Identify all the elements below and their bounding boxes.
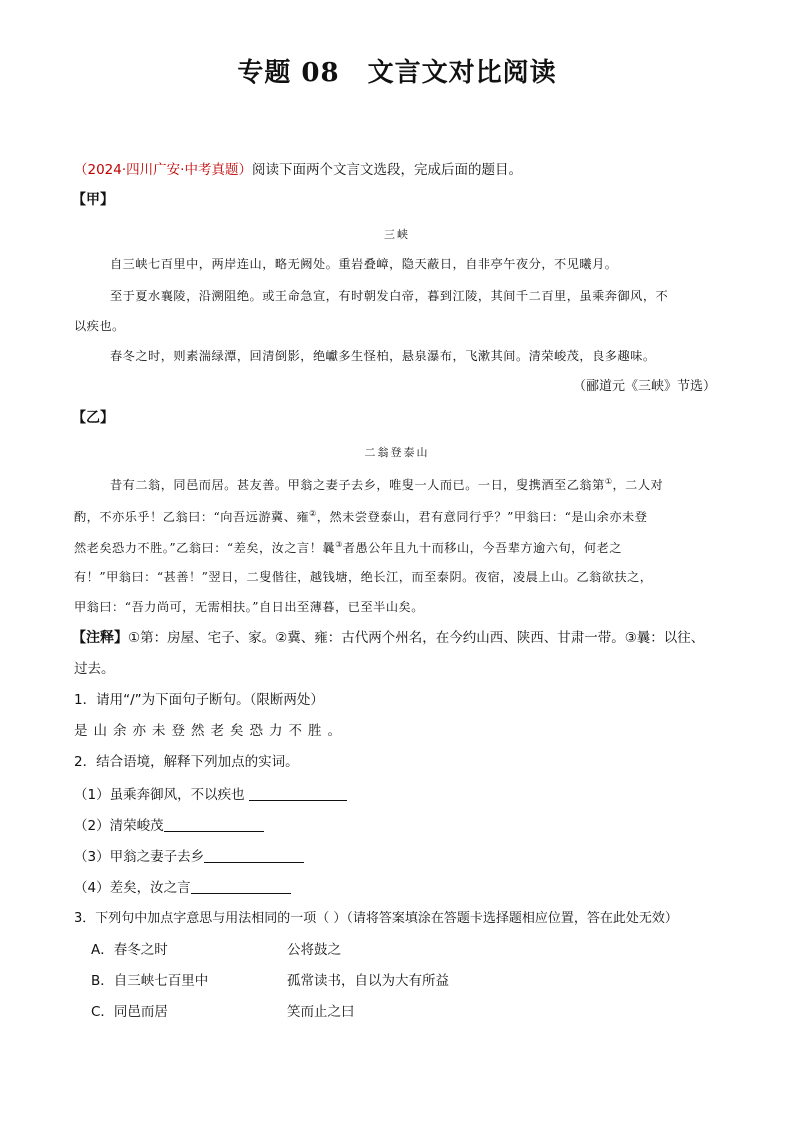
title-topic-name: 文言文对比阅读 <box>367 58 557 88</box>
note-mark-2: ② <box>309 509 317 518</box>
note-mark-3: ③ <box>335 540 343 549</box>
passage-b-text: 酌，不亦乐乎！乙翁曰：“向吾远游冀、雍 <box>74 510 310 524</box>
passage-a-line: 至于夏水襄陵，沿溯阻绝。或王命急宣，有时朝发白帝，暮到江陵，其间千二百里，虽乘奔御风，不 <box>110 289 669 303</box>
passage-b-text: 然老矣恐力不胜。”乙翁曰：“差矣，汝之言！曩 <box>74 541 336 555</box>
question-3-prompt: 3．下列句中加点字意思与用法相同的一项（ ）（请将答案填涂在答题卡选择题相应位置，答在此处无效） <box>74 911 678 926</box>
passage-a-line: 自三峡七百里中，两岸连山，略无阙处。重岩叠嶂，隐天蔽日，自非亭午夜分，不见曦月。 <box>110 257 618 271</box>
intro-line <box>74 161 522 179</box>
question-2-item <box>74 879 291 897</box>
question-2-item <box>74 817 264 835</box>
passage-b-text: 者愚公年且九十而移山，今吾辈方逾六旬，何老之 <box>342 541 622 555</box>
passage-b-text: ，二人对 <box>612 478 664 492</box>
passage-a-line: 春冬之时，则素湍绿潭，回清倒影，绝巘多生怪柏，悬泉瀑布，飞漱其间。清荣峻茂，良多趣味。 <box>110 349 656 363</box>
question-2-item-text: （3）甲翁之妻子去乡 <box>74 849 205 865</box>
passage-b-label: 【乙】 <box>72 410 114 426</box>
option-c-label[interactable]: C．同邑而居 <box>91 1004 168 1020</box>
passage-b-text: ，然未尝登泰山，君有意同行乎？”甲翁曰：“是山余亦未登 <box>316 510 648 524</box>
intro-text: 阅读下面两个文言文选段，完成后面的题目。 <box>251 162 522 178</box>
question-2-item-text: （1）虽乘奔御风，不以疾也 <box>74 787 245 803</box>
page-title <box>0 52 794 89</box>
passage-b-title: 二翁登泰山 <box>364 446 430 459</box>
question-1-prompt: 1．请用“/”为下面句子断句。（限断两处） <box>74 692 324 708</box>
passage-a-title: 三峡 <box>384 228 410 241</box>
answer-blank[interactable] <box>249 786 347 801</box>
passage-b-line: 有！”甲翁曰：“甚善！”翌日，二叟偕往，越钱塘，绝长江，而至泰阴。夜宿，凌晨上山。乙翁欲扶之， <box>74 570 653 584</box>
passage-a-citation: （郦道元《三峡》节选） <box>572 379 716 394</box>
question-2-item <box>74 848 304 866</box>
passage-a-label: 【甲】 <box>72 192 114 208</box>
passage-b-text: 昔有二翁，同邑而居。甚友善。甲翁之妻子去乡，唯叟一人而已。一日，叟携酒至乙翁第 <box>110 478 605 492</box>
notes-line-2: 过去。 <box>74 661 115 677</box>
passage-b-line: 甲翁曰：“吾力尚可，无需相扶。”自日出至薄暮，已至半山矣。 <box>74 600 424 614</box>
answer-blank[interactable] <box>204 848 304 863</box>
option-b-pair: 孤常读书，自以为大有所益 <box>287 973 449 989</box>
question-2-item-text: （4）差矣，汝之言 <box>74 880 191 896</box>
option-c-pair: 笑而止之曰 <box>287 1004 355 1020</box>
notes-label: 【注释】 <box>72 630 128 646</box>
question-2-item <box>74 786 347 804</box>
exam-source: （2024·四川广安·中考真题） <box>74 162 252 178</box>
question-2-prompt: 2．结合语境，解释下列加点的实词。 <box>74 754 299 770</box>
passage-b-line <box>74 536 622 557</box>
question-2-item-text: （2）清荣峻茂 <box>74 818 164 834</box>
option-a-pair: 公将鼓之 <box>287 942 341 958</box>
title-topic-number: 专题 08 <box>237 58 340 88</box>
passage-b-line <box>110 473 663 494</box>
question-1-sentence: 是山余亦未登然老矣恐力不胜。 <box>74 723 347 739</box>
passage-b-line <box>74 505 647 526</box>
answer-blank[interactable] <box>191 879 291 894</box>
option-b-label[interactable]: B．自三峡七百里中 <box>91 973 209 989</box>
passage-a-line: 以疾也。 <box>74 319 125 333</box>
notes-text: ①第：房屋、宅子、家。②冀、雍：古代两个州名，在今约山西、陕西、甘肃一带。③曩：以往、 <box>128 630 705 646</box>
option-a-label[interactable]: A．春冬之时 <box>91 942 168 958</box>
notes-line <box>72 629 704 647</box>
note-mark-1: ① <box>604 477 613 486</box>
answer-blank[interactable] <box>164 817 264 832</box>
